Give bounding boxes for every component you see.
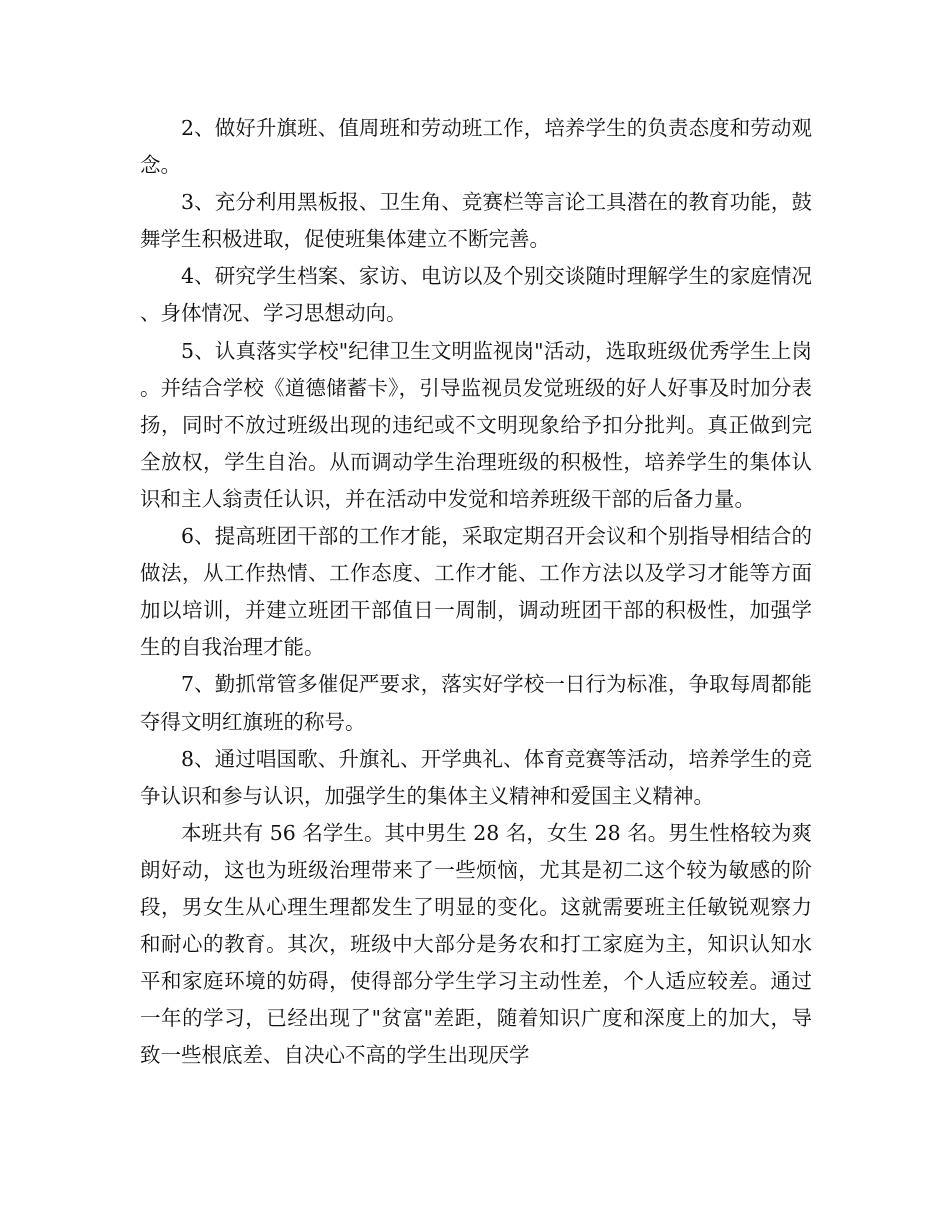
- paragraph-item-8: 8、通过唱国歌、升旗礼、开学典礼、体育竞赛等活动，培养学生的竞争认识和参与认识，加强学生的集体主义精神和爱国主义精神。: [140, 746, 812, 808]
- paragraph-item-2: 2、做好升旗班、值周班和劳动班工作，培养学生的负责态度和劳动观念。: [140, 116, 812, 178]
- paragraph-item-6: 6、提高班团干部的工作才能，采取定期召开会议和个别指导相结合的做法，从工作热情、工作态度、工作才能、工作方法以及学习才能等方面加以培训，并建立班团干部值日一周制，调动班团干部的积极性，加强学生的自我治理才能。: [140, 524, 812, 660]
- paragraph-item-3: 3、充分利用黑板报、卫生角、竞赛栏等言论工具潜在的教育功能，鼓舞学生积极进取，促使班集体建立不断完善。: [140, 190, 812, 252]
- paragraph-item-7: 7、勤抓常管多催促严要求，落实好学校一日行为标准，争取每周都能夺得文明红旗班的称号。: [140, 672, 812, 734]
- paragraph-class-overview: 本班共有 56 名学生。其中男生 28 名，女生 28 名。男生性格较为爽朗好动，这也为班级治理带来了一些烦恼，尤其是初二这个较为敏感的阶段，男女生从心理生理都发生了明显的变化。这就需要班主任敏锐观察力和耐心的教育。其次，班级中大部分是务农和打工家庭为主，知识认知水平和家庭环境的妨碍，使得部分学生学习主动性差，个人适应较差。通过一年的学习，已经出现了"贫富"差距，随着知识广度和深度上的加大，导致一些根底差、自决心不高的学生出现厌学: [140, 820, 812, 1068]
- document-page: [140, 110, 812, 1074]
- paragraph-item-5: 5、认真落实学校"纪律卫生文明监视岗"活动，选取班级优秀学生上岗。并结合学校《道德储蓄卡》，引导监视员发觉班级的好人好事及时加分表扬，同时不放过班级出现的违纪或不文明现象给予扣分批判。真正做到完全放权，学生自治。从而调动学生治理班级的积极性，培养学生的集体认识和主人翁责任认识，并在活动中发觉和培养班级干部的后备力量。: [140, 338, 812, 511]
- paragraph-item-4: 4、研究学生档案、家访、电访以及个别交谈随时理解学生的家庭情况、身体情况、学习思想动向。: [140, 264, 812, 326]
